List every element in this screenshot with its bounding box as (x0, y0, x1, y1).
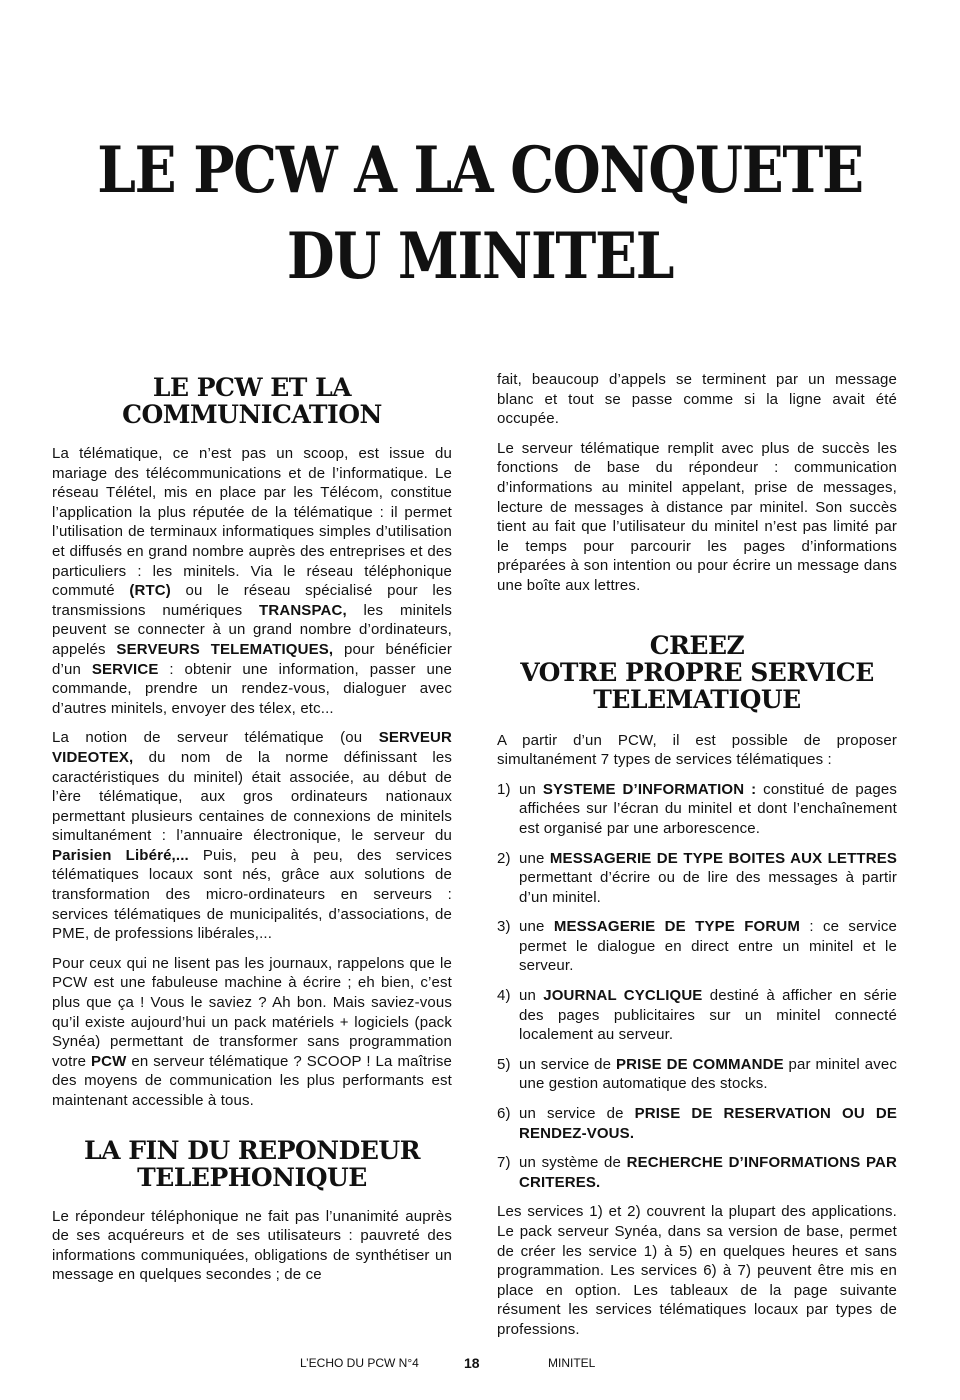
heading-line: LE PCW ET LA (152, 373, 352, 402)
list-number: 5) (497, 1055, 511, 1073)
list-item (497, 1153, 897, 1192)
left-column (52, 370, 452, 1295)
footer-section: MINITEL (548, 1356, 596, 1370)
text-run: les minitels peuvent se connecter à un grand nombre d’ordinateurs, appelés (52, 601, 452, 658)
text-run: pour bénéficier d’un (52, 640, 452, 678)
bold-term: PCW (91, 1052, 127, 1070)
text-run: du nom de la norme définissant les caractéristiques du minitel) était associée, au début de l’ère télématique, aux gros ordinateurs nationaux permettant plusieurs centaines de connexions de minitels simultanément : l’annuaire électronique, le serveur du (52, 748, 452, 845)
list-item (497, 917, 897, 976)
page-title (67, 128, 893, 300)
text-run: un (519, 780, 543, 798)
footer-page-number: 18 (464, 1355, 480, 1371)
bold-term: Parisien Libéré,... (52, 846, 189, 864)
text-run: un service de (519, 1055, 616, 1073)
section-heading-creez-service (497, 632, 897, 713)
text-run: une (519, 918, 554, 936)
list-number: 3) (497, 918, 511, 936)
page-title-line-2: DU MINITEL (286, 219, 674, 294)
heading-line: LA FIN DU REPONDEUR (84, 1135, 420, 1165)
text-run: destiné à afficher en série des pages publicitaires sur un minitel connecté localement au serveur. (519, 987, 897, 1044)
section-heading-repondeur (52, 1137, 452, 1191)
text-run: un (519, 987, 544, 1005)
bold-term: (RTC) (129, 582, 171, 600)
paragraph-pack-synea: Les services 1) et 2) couvrent la plupart des applications. Le pack serveur Synéa, dans sa version de base, permet de créer les service 1) à 5) en quelques heures et sans programmation. Les services 6) à 7) peuvent être mis en place en option. Les tableaux de la page suivante résument les services télématiques locaux par types de professions. (497, 1203, 897, 1338)
text-run: La notion de serveur télématique (ou (52, 729, 379, 747)
text-run: ou le réseau spécialisé pour les transmissions numériques (52, 582, 452, 619)
services-list (497, 780, 897, 1193)
page-footer (0, 1356, 960, 1376)
paragraph-continued: fait, beaucoup d’appels se terminent par un message blanc et tout se passe comme si la ligne avait été occupée. (497, 371, 897, 428)
heading-line: CREEZ (649, 630, 745, 660)
bold-term: MESSAGERIE DE TYPE FORUM (553, 918, 800, 936)
list-item (497, 986, 897, 1045)
list-number: 2) (497, 849, 511, 867)
text-run: constitué de pages affichées sur l’écran du minitel et dont l’enchaînement est organisé par une arborescence. (519, 780, 897, 837)
text-run: : obtenir une information, passer une commande, prendre un rendez-vous, dialoguer avec d’autres minitels, envoyer des télex, etc... (52, 660, 453, 717)
bold-term: PRISE DE RESERVATION OU DE RENDEZ-VOUS. (519, 1105, 898, 1142)
text-run: Pour ceux qui ne lisent pas les journaux, rappelons que le PCW est une fabuleuse machine à écrire ; eh bien, c’est plus que ça ! Vous le saviez ? Ah bon. Mais saviez-vous qu’il existe aujourd’hui un pack matériels + logiciels (pack Synéa) permettant de transformer sans programmation votre (52, 954, 452, 1070)
list-item (497, 849, 897, 908)
heading-line: VOTRE PROPRE SERVICE (520, 657, 874, 687)
heading-line: TELEPHONIQUE (137, 1162, 367, 1192)
paragraph-services-intro: A partir d’un PCW, il est possible de proposer simultanément 7 types de services télématiques : (497, 731, 897, 769)
text-run: permettant d’écrire ou de lire des messages à partir d’un minitel. (519, 869, 897, 906)
footer-magazine-name: L’ECHO DU PCW N°4 (300, 1356, 419, 1370)
paragraph-telematique (52, 444, 452, 718)
list-item (497, 1055, 897, 1094)
bold-term: SYSTEME D’INFORMATION : (542, 780, 757, 798)
text-run: Puis, peu à peu, des services télématiques locaux sont nés, grâce aux solutions de transformation des micro-ordinateurs en serveurs : services télématiques de municipalités, d’associations, de PME, de professions libérales,... (52, 846, 452, 943)
paragraph-pcw-scoop (52, 954, 452, 1111)
bold-term: JOURNAL CYCLIQUE (543, 987, 703, 1005)
text-run: une (519, 849, 550, 867)
bold-term: PRISE DE COMMANDE (616, 1055, 784, 1073)
list-item (497, 1104, 897, 1143)
bold-term: MESSAGERIE DE TYPE BOITES AUX LETTRES (549, 849, 898, 867)
text-run: un service de (519, 1105, 635, 1123)
paragraph-serveur-videotex (52, 728, 452, 944)
bold-term: SERVICE (91, 660, 159, 678)
right-column (497, 370, 897, 1350)
list-item (497, 780, 897, 839)
text-run: La télématique, ce n’est pas un scoop, est issue du mariage des télécommunications et de l’informatique. Le réseau Télétel, mis en place par les Télécom, constitue l’application la plus réputée de la télématique : il permet l’utilisation de terminaux informatiques simples d’utilisation et diffusés en grand nombre auprès des entreprises et des particuliers : les minitels. Via le réseau téléphonique commuté (52, 445, 452, 600)
paragraph-repondeur: Le répondeur téléphonique ne fait pas l’unanimité auprès de ses acquéreurs et de ses utilisateurs : pauvreté des informations communiquées, obligations de synthétiser un message en quelques secondes ; de ce (52, 1207, 452, 1284)
list-number: 4) (497, 987, 511, 1005)
section-heading-communication (52, 374, 452, 428)
bold-term: SERVEURS TELEMATIQUES, (116, 640, 334, 658)
heading-line: COMMUNICATION (122, 400, 382, 429)
text-run: par minitel avec une gestion automatique des stocks. (519, 1055, 898, 1093)
text-run: un système de (519, 1154, 627, 1172)
text-run: : ce service permet le dialogue en direct entre un minitel et le serveur. (519, 918, 897, 975)
list-number: 1) (497, 780, 511, 798)
paragraph-serveur-repondeur: Le serveur télématique remplit avec plus de succès les fonctions de base du répondeur : communication d’informations au minitel appelant, prise de messages, lecture de messages à distance par minitel. Son succès tient au fait que l’utilisateur du minitel n’est pas limité par le temps pour parcourir les pages d’informations préparées à son intention ou pour écrire un message dans une boîte aux lettres. (497, 439, 897, 594)
bold-term: TRANSPAC, (259, 601, 347, 619)
text-run: en serveur télématique ? SCOOP ! La maîtrise des moyens de communication les plus performants est maintenant accessible à tous. (52, 1052, 452, 1109)
list-number: 6) (497, 1105, 511, 1123)
bold-term: SERVEUR VIDEOTEX, (52, 729, 452, 766)
list-number: 7) (497, 1154, 511, 1172)
heading-line: TELEMATIQUE (593, 684, 801, 714)
page-title-line-1: LE PCW A LA CONQUETE (97, 133, 863, 208)
bold-term: RECHERCHE D’INFORMATIONS PAR CRITERES. (519, 1154, 897, 1191)
